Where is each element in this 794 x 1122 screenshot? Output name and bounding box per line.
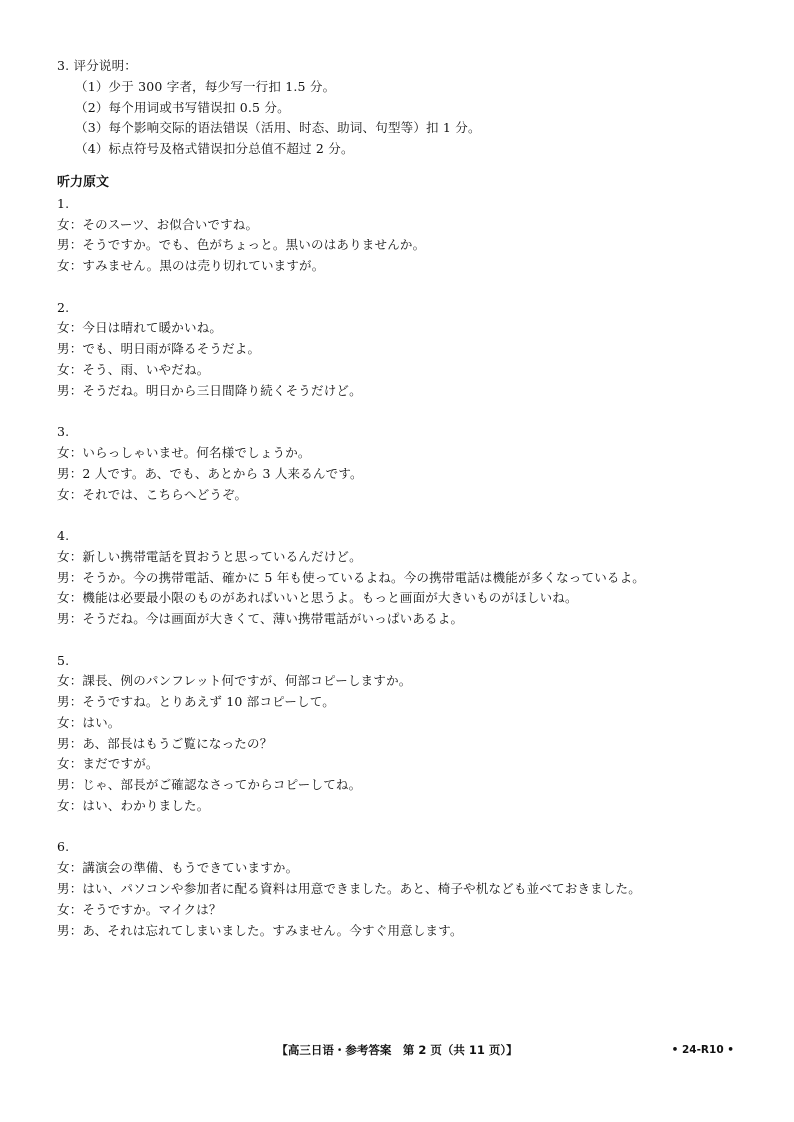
- dialogue-line: 女：まだですが。: [57, 756, 159, 772]
- dialogue-5: [57, 651, 757, 817]
- dialogue-line: 女：今日は晴れて暖かいね。: [57, 320, 223, 336]
- dialogue-line: 男：そうですね。とりあえず 10 部コピーして。: [57, 694, 335, 710]
- dialogue-line: 男：でも、明日雨が降るそうだよ。: [57, 341, 261, 357]
- dialogue-line: 女：新しい携帯電話を買おうと思っているんだけど。: [57, 548, 362, 564]
- dialogue-3: [57, 422, 757, 505]
- dialogue-line: 男：2 人です。あ、でも、あとから 3 人来るんです。: [57, 465, 363, 481]
- dialogue-number: 2.: [57, 299, 70, 315]
- dialogue-line: 女：すみません。黒のは売り切れていますが。: [57, 258, 325, 274]
- scoring-section: [57, 56, 757, 160]
- dialogue-number: 3.: [57, 424, 70, 440]
- dialogue-line: 女：それでは、こちらへどうぞ。: [57, 486, 248, 502]
- dialogue-line: 女：はい。: [57, 714, 121, 730]
- dialogue-line: 女：そうですか。マイクは？: [57, 901, 222, 917]
- dialogue-number: 1.: [57, 195, 70, 211]
- dialogue-number: 4.: [57, 527, 70, 543]
- dialogue-1: [57, 194, 757, 277]
- scoring-item: （1）少于 300 字者，每少写一行扣 1.5 分。: [75, 78, 336, 94]
- footer-code: • 24-R10 •: [671, 1044, 734, 1056]
- dialogue-line: 女：そう、雨、いやだね。: [57, 361, 210, 377]
- dialogue-number: 6.: [57, 839, 70, 855]
- dialogue-line: 男：じゃ、部長がご確認なさってからコピーしてね。: [57, 777, 362, 793]
- dialogue-line: 男：そうだね。明日から三日間降り続くそうだけど。: [57, 382, 362, 398]
- transcript-heading: 听力原文: [57, 174, 110, 190]
- dialogue-line: 女：いらっしゃいませ。何名様でしょうか。: [57, 444, 311, 460]
- dialogue-line: 女：そのスーツ、お似合いですね。: [57, 216, 259, 232]
- dialogue-number: 5.: [57, 652, 70, 668]
- dialogue-line: 男：そうですか。でも、色がちょっと。黒いのはありませんか。: [57, 237, 426, 253]
- scoring-item: （3）每个影响交际的语法错误（活用、时态、助词、句型等）扣 1 分。: [75, 120, 481, 136]
- dialogue-line: 男：そうだね。今は画面が大きくて、薄い携帯電話がいっぱいあるよ。: [57, 611, 464, 627]
- dialogue-line: 男：そうか。今の携帯電話、確かに 5 年も使っているよね。今の携帯電話は機能が多くなっているよ。: [57, 569, 646, 585]
- dialogue-line: 女：はい、わかりました。: [57, 798, 210, 814]
- dialogue-4: [57, 526, 757, 630]
- dialogue-line: 女：課長、例のパンフレット何ですが、何部コピーしますか。: [57, 673, 412, 689]
- scoring-item: （4）标点符号及格式错误扣分总值不超过 2 分。: [75, 141, 354, 157]
- dialogue-line: 女：機能は必要最小限のものがあればいいと思うよ。もっと画面が大きいものがほしいね。: [57, 590, 578, 606]
- dialogue-6: [57, 837, 757, 941]
- page-content: [57, 56, 757, 941]
- dialogue-line: 男：あ、部長はもうご覧になったの？: [57, 735, 273, 751]
- dialogue-line: 男：はい、パソコンや参加者に配る資料は用意できました。あと、椅子や机なども並べておきました。: [57, 881, 641, 897]
- dialogue-2: [57, 298, 757, 402]
- scoring-title: 3. 评分说明：: [57, 58, 137, 73]
- scoring-item: （2）每个用词或书写错误扣 0.5 分。: [75, 99, 290, 115]
- dialogue-line: 男：あ、それは忘れてしまいました。すみません。今すぐ用意します。: [57, 922, 463, 938]
- footer-page-info: 【高三日语・参考答案 第 2 页（共 11 页）】: [276, 1043, 518, 1057]
- dialogue-line: 女：講演会の準備、もうできていますか。: [57, 860, 299, 876]
